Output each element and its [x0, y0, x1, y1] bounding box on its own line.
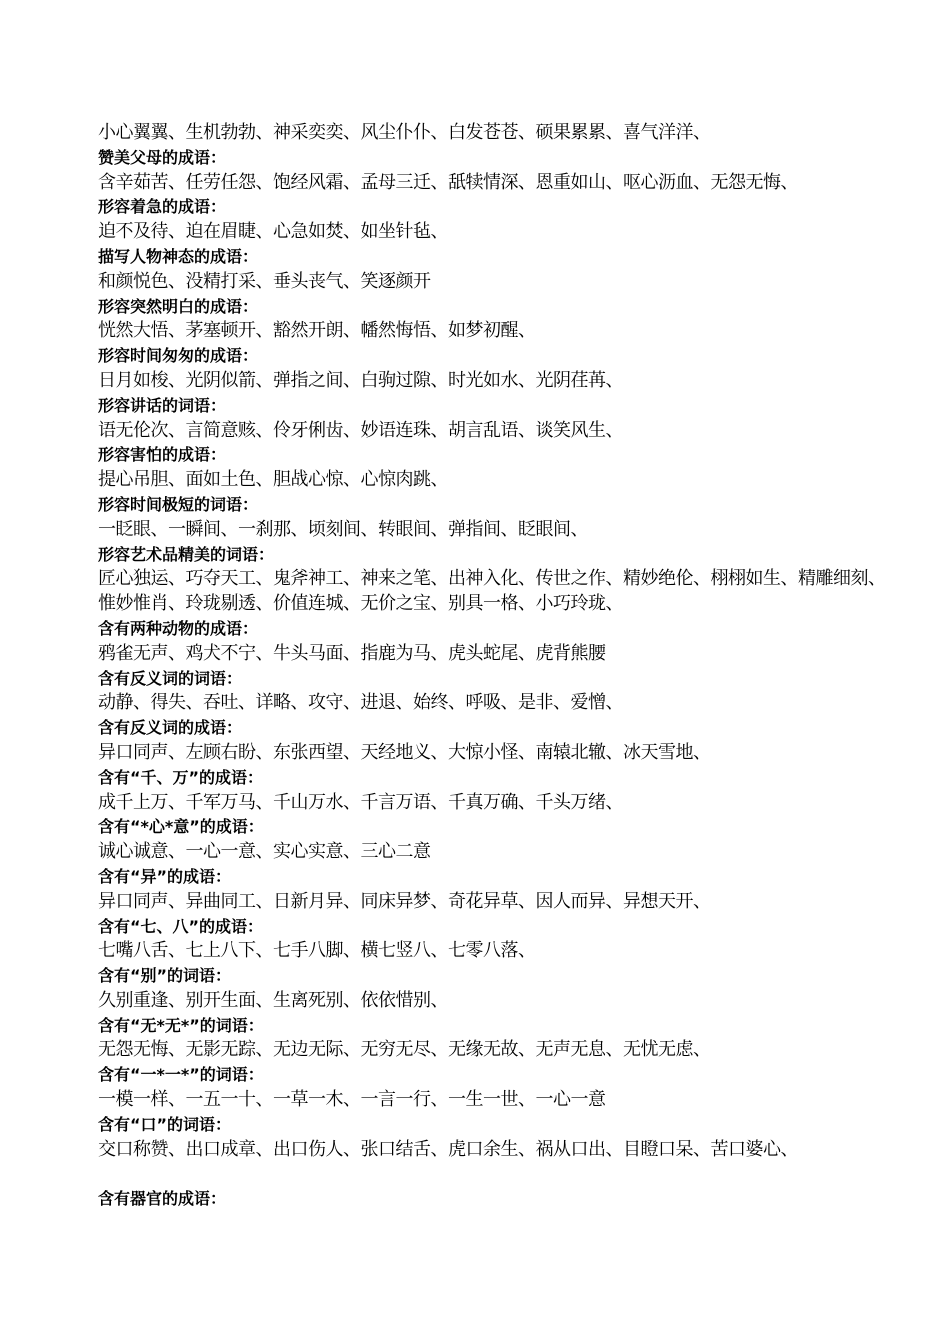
section-heading: 含有“异”的成语：: [98, 866, 232, 886]
idiom-list-line: 无怨无悔、无影无踪、无边无际、无穷无尽、无缘无故、无声无息、无忧无虑、: [98, 1039, 711, 1061]
section-heading: 含有“无*无*”的词语：: [98, 1015, 264, 1035]
idiom-list-line: 成千上万、千军万马、千山万水、千言万语、千真万确、千头万绪、: [98, 791, 623, 813]
idiom-list-line: 含辛茹苦、任劳任怨、饱经风霜、孟母三迁、舐犊情深、恩重如山、呕心沥血、无怨无悔、: [98, 171, 798, 193]
idiom-list-line: 久别重逢、别开生面、生离死别、依依惜别、: [98, 989, 448, 1011]
section-heading: 含有器官的成语：: [98, 1189, 227, 1209]
idiom-list-line: 异口同声、左顾右盼、东张西望、天经地义、大惊小怪、南辕北辙、冰天雪地、: [98, 741, 711, 763]
section-heading: 形容艺术品精美的词语：: [98, 544, 275, 564]
section-heading: 形容害怕的成语：: [98, 445, 227, 465]
section-heading: 形容着急的成语：: [98, 197, 227, 217]
idiom-list-line: 提心吊胆、面如土色、胆战心惊、心惊肉跳、: [98, 469, 448, 491]
idiom-list-line: 惟妙惟肖、玲珑剔透、价值连城、无价之宝、别具一格、小巧玲珑、: [98, 593, 623, 615]
idiom-list-line: 恍然大悟、茅塞顿开、豁然开朗、幡然悔悟、如梦初醒、: [98, 320, 536, 342]
idiom-list-line: 匠心独运、巧夺天工、鬼斧神工、神来之笔、出神入化、传世之作、精妙绝伦、栩栩如生、精雕细刻、: [98, 568, 886, 590]
section-heading: 形容突然明白的成语：: [98, 296, 259, 316]
section-heading: 含有“千、万”的成语：: [98, 767, 264, 787]
idiom-list-line: 迫不及待、迫在眉睫、心急如焚、如坐针毡、: [98, 221, 448, 243]
section-heading: 含有“口”的词语：: [98, 1114, 232, 1134]
section-heading: 形容时间极短的词语：: [98, 494, 259, 514]
idiom-list-line: 和颜悦色、没精打采、垂头丧气、笑逐颜开: [98, 270, 431, 292]
section-heading: 含有“别”的词语：: [98, 966, 232, 986]
section-heading: 含有两种动物的成语：: [98, 618, 259, 638]
idiom-list-line: 七嘴八舌、七上八下、七手八脚、横七竖八、七零八落、: [98, 940, 536, 962]
idiom-list-line: 日月如梭、光阴似箭、弹指之间、白驹过隙、时光如水、光阴荏苒、: [98, 369, 623, 391]
idiom-list-line: 一眨眼、一瞬间、一刹那、顷刻间、转眼间、弹指间、眨眼间、: [98, 518, 588, 540]
idiom-list-line: 语无伦次、言简意赅、伶牙俐齿、妙语连珠、胡言乱语、谈笑风生、: [98, 419, 623, 441]
idiom-list-line: 异口同声、异曲同工、日新月异、同床异梦、奇花异草、因人而异、异想天开、: [98, 890, 711, 912]
section-heading: 形容讲话的词语：: [98, 395, 227, 415]
idiom-list-line: 动静、得失、吞吐、详略、攻守、进退、始终、呼吸、是非、爱憎、: [98, 692, 623, 714]
document-page: [98, 121, 938, 1212]
section-heading: 描写人物神态的成语：: [98, 246, 259, 266]
section-heading: 含有“一*一*”的词语：: [98, 1065, 264, 1085]
idiom-list-line: 鸦雀无声、鸡犬不宁、牛头马面、指鹿为马、虎头蛇尾、虎背熊腰: [98, 642, 606, 664]
section-heading: 含有“七、八”的成语：: [98, 916, 264, 936]
section-heading: 含有“*心*意”的成语：: [98, 817, 264, 837]
idiom-list-line: 诚心诚意、一心一意、实心实意、三心二意: [98, 841, 431, 863]
idiom-list-line: 一模一样、一五一十、一草一木、一言一行、一生一世、一心一意: [98, 1089, 606, 1111]
blank-line: [98, 1162, 938, 1187]
idiom-list-line: 交口称赞、出口成章、出口伤人、张口结舌、虎口余生、祸从口出、目瞪口呆、苦口婆心、: [98, 1138, 798, 1160]
idiom-list-line: 小心翼翼、生机勃勃、神采奕奕、风尘仆仆、白发苍苍、硕果累累、喜气洋洋、: [98, 122, 711, 143]
section-heading: 含有反义词的词语：: [98, 668, 243, 688]
section-heading: 赞美父母的成语：: [98, 147, 227, 167]
section-heading: 含有反义词的成语：: [98, 718, 243, 738]
section-heading: 形容时间匆匆的成语：: [98, 346, 259, 366]
